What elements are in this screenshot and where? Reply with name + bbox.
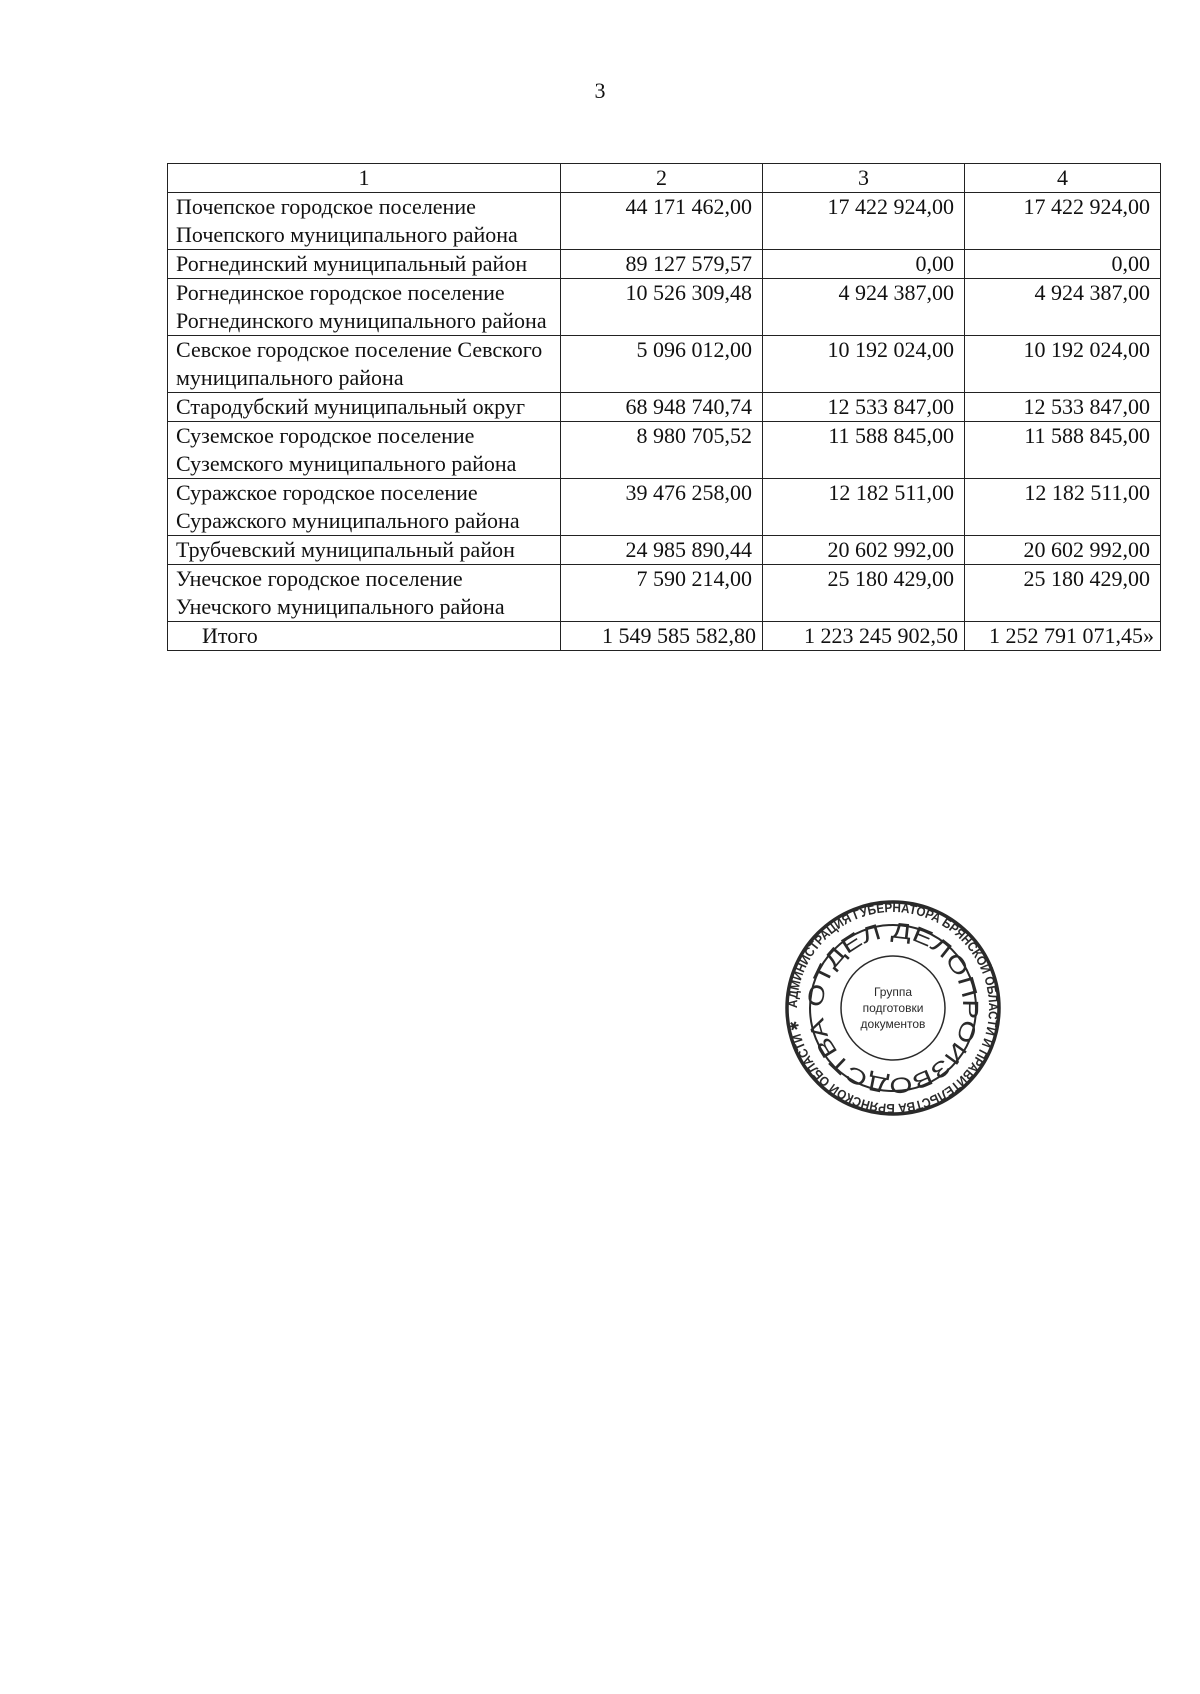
- official-stamp: [783, 898, 1003, 1118]
- stamp-center-line-3: документов: [860, 1017, 926, 1031]
- value-col-4: 25 180 429,00: [965, 565, 1161, 622]
- value-col-2: 24 985 890,44: [561, 536, 763, 565]
- value-col-2: 39 476 258,00: [561, 479, 763, 536]
- total-label: Итого: [168, 622, 561, 651]
- total-col-3: 1 223 245 902,50: [763, 622, 965, 651]
- value-col-2: 44 171 462,00: [561, 193, 763, 250]
- column-header-3: 3: [763, 164, 965, 193]
- municipality-name: Унечское городское поселение Унечского муниципального района: [168, 565, 561, 622]
- municipality-name: Рогнединское городское поселение Рогнединского муниципального района: [168, 279, 561, 336]
- value-col-3: 20 602 992,00: [763, 536, 965, 565]
- value-col-3: 4 924 387,00: [763, 279, 965, 336]
- municipality-name: Трубчевский муниципальный район: [168, 536, 561, 565]
- column-header-4: 4: [965, 164, 1161, 193]
- table-row: [168, 279, 1161, 336]
- value-col-3: 25 180 429,00: [763, 565, 965, 622]
- table-row: [168, 393, 1161, 422]
- stamp-ring-textpath: ОТДЕЛ ДЕЛОПРОИЗВОДСТВА: [802, 917, 984, 1099]
- value-col-4: 12 182 511,00: [965, 479, 1161, 536]
- table-row: [168, 250, 1161, 279]
- value-col-2: 5 096 012,00: [561, 336, 763, 393]
- column-header-1: 1: [168, 164, 561, 193]
- table-row: [168, 479, 1161, 536]
- stamp-outer-textpath: АДМИНИСТРАЦИЯ ГУБЕРНАТОРА БРЯНСКОЙ ОБЛАСТИ И ПРАВИТЕЛЬСТВА БРЯНСКОЙ ОБЛАСТИ ✱: [784, 899, 1002, 1117]
- value-col-3: 17 422 924,00: [763, 193, 965, 250]
- table-header-row: [168, 164, 1161, 193]
- municipality-name: Суражское городское поселение Суражского муниципального района: [168, 479, 561, 536]
- value-col-3: 12 533 847,00: [763, 393, 965, 422]
- table-total-row: [168, 622, 1161, 651]
- value-col-3: 12 182 511,00: [763, 479, 965, 536]
- municipality-name: Рогнединский муниципальный район: [168, 250, 561, 279]
- budget-table: [167, 163, 1161, 651]
- table-row: [168, 536, 1161, 565]
- value-col-2: 68 948 740,74: [561, 393, 763, 422]
- value-col-4: 10 192 024,00: [965, 336, 1161, 393]
- table-row: [168, 565, 1161, 622]
- value-col-2: 7 590 214,00: [561, 565, 763, 622]
- value-col-4: 12 533 847,00: [965, 393, 1161, 422]
- stamp-center-line-1: Группа: [873, 985, 913, 999]
- municipality-name: Суземское городское поселение Суземского муниципального района: [168, 422, 561, 479]
- total-col-2: 1 549 585 582,80: [561, 622, 763, 651]
- value-col-4: 11 588 845,00: [965, 422, 1161, 479]
- value-col-2: 89 127 579,57: [561, 250, 763, 279]
- table-row: [168, 193, 1161, 250]
- table-row: [168, 422, 1161, 479]
- value-col-3: 11 588 845,00: [763, 422, 965, 479]
- value-col-3: 0,00: [763, 250, 965, 279]
- value-col-4: 17 422 924,00: [965, 193, 1161, 250]
- stamp-center-line-2: подготовки: [862, 1001, 924, 1015]
- total-col-4: 1 252 791 071,45»: [965, 622, 1161, 651]
- municipality-name: Севское городское поселение Севского муниципального района: [168, 336, 561, 393]
- value-col-4: 0,00: [965, 250, 1161, 279]
- value-col-2: 8 980 705,52: [561, 422, 763, 479]
- municipality-name: Стародубский муниципальный округ: [168, 393, 561, 422]
- value-col-3: 10 192 024,00: [763, 336, 965, 393]
- page-number: 3: [594, 78, 606, 103]
- column-header-2: 2: [561, 164, 763, 193]
- value-col-4: 20 602 992,00: [965, 536, 1161, 565]
- value-col-4: 4 924 387,00: [965, 279, 1161, 336]
- municipality-name: Почепское городское поселение Почепского муниципального района: [168, 193, 561, 250]
- value-col-2: 10 526 309,48: [561, 279, 763, 336]
- table-row: [168, 336, 1161, 393]
